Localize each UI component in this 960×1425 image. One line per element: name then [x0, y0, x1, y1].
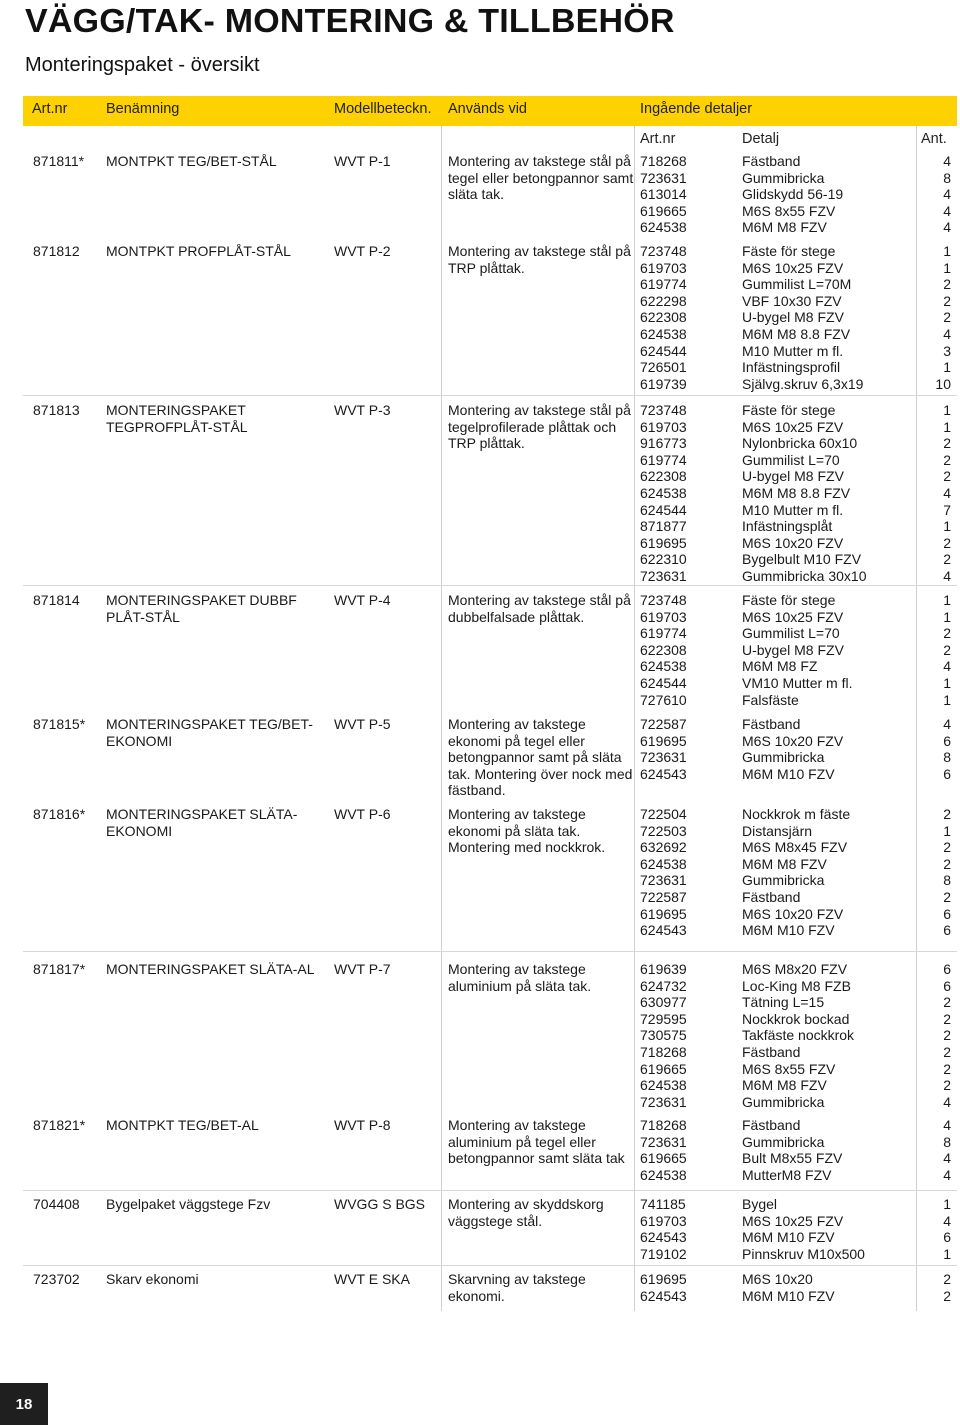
- row-art-nr: 704408: [33, 1196, 80, 1212]
- detail-quantity: 2: [943, 276, 951, 293]
- detail-name: Gummibricka: [742, 749, 825, 766]
- detail-name: Pinnskruv M10x500: [742, 1245, 865, 1262]
- detail-name-list: [742, 806, 918, 939]
- detail-quantity: 2: [943, 806, 951, 822]
- detail-quantity: 4: [943, 484, 951, 501]
- detail-art-nr: 624543: [640, 765, 687, 782]
- detail-name: M6M M10 FZV: [742, 1229, 835, 1246]
- detail-quantity-list: [900, 1117, 951, 1183]
- detail-name: Distansjärn: [742, 822, 813, 839]
- detail-art-nr: 726501: [640, 359, 687, 376]
- detail-art-nr: 622298: [640, 292, 687, 309]
- detail-quantity: 2: [943, 1060, 951, 1077]
- detail-name: U-bygel M8 FZV: [742, 641, 844, 658]
- detail-art-nr-list: [640, 592, 736, 708]
- page-title: VÄGG/TAK- MONTERING & TILLBEHÖR: [25, 2, 675, 39]
- row-art-nr: 871814: [33, 592, 80, 608]
- detail-art-nr: 619639: [640, 961, 687, 977]
- detail-art-nr-list: [640, 402, 736, 585]
- detail-art-nr: 624544: [640, 674, 687, 691]
- detail-quantity: 4: [943, 716, 951, 732]
- header-modell: Modellbeteckn.: [334, 101, 432, 117]
- detail-quantity: 1: [943, 418, 951, 435]
- detail-quantity: 7: [943, 501, 951, 518]
- detail-name: M6S 8x55 FZV: [742, 1060, 836, 1077]
- detail-quantity: 6: [943, 961, 951, 977]
- row-benamning: MONTERINGSPAKET TEGPROFPLÅT-STÅL: [106, 402, 248, 435]
- detail-art-nr: 624538: [640, 484, 687, 501]
- detail-name: Tätning L=15: [742, 994, 825, 1011]
- detail-quantity: 1: [943, 359, 951, 376]
- detail-quantity: 2: [943, 292, 951, 309]
- row-benamning: MONTPKT TEG/BET-STÅL: [106, 153, 277, 169]
- detail-art-nr: 624543: [640, 922, 687, 939]
- detail-name: M6S M8x20 FZV: [742, 961, 848, 977]
- detail-name: Fäste för stege: [742, 402, 836, 418]
- detail-art-nr: 630977: [640, 994, 687, 1011]
- detail-art-nr: 730575: [640, 1027, 687, 1044]
- detail-quantity: 6: [943, 905, 951, 922]
- detail-name: Bygelbult M10 FZV: [742, 551, 862, 568]
- row-art-nr: 871817*: [33, 961, 86, 977]
- detail-name: M6M M10 FZV: [742, 922, 835, 939]
- row-modell: WVT E SKA: [334, 1271, 410, 1287]
- detail-quantity: 8: [943, 749, 951, 766]
- detail-name: Fästband: [742, 1043, 801, 1060]
- detail-name: M6M M8 8.8 FZV: [742, 325, 851, 342]
- row-art-nr: 871813: [33, 402, 80, 418]
- detail-art-nr: 622308: [640, 468, 687, 485]
- detail-quantity-list: [900, 402, 951, 585]
- detail-quantity: 4: [943, 1212, 951, 1229]
- subheader-ant: Ant.: [921, 131, 947, 147]
- detail-name: Gummibricka: [742, 169, 825, 186]
- detail-art-nr: 718268: [640, 1117, 687, 1133]
- row-modell: WVT P-2: [334, 243, 391, 259]
- detail-quantity-list: [900, 806, 951, 939]
- row-divider: [23, 951, 957, 952]
- subheader-art-nr: Art.nr: [640, 131, 676, 147]
- detail-quantity: 2: [943, 994, 951, 1011]
- detail-name: Gummibricka: [742, 1093, 825, 1110]
- row-anvands-vid: Montering av takstege stål på TRP plåttak.: [448, 243, 631, 276]
- detail-art-nr: 871877: [640, 518, 687, 535]
- detail-quantity: 2: [943, 551, 951, 568]
- detail-art-nr: 723748: [640, 243, 687, 259]
- detail-quantity: 2: [943, 855, 951, 872]
- detail-quantity: 8: [943, 1133, 951, 1150]
- detail-art-nr: 723631: [640, 169, 687, 186]
- detail-art-nr: 723631: [640, 567, 687, 584]
- row-anvands-vid: Montering av takstege ekonomi på tegel eller betongpannor samt på släta tak. Montering över nock med fästband.: [448, 716, 633, 799]
- detail-quantity: 1: [943, 674, 951, 691]
- detail-name: M6M M8 FZV: [742, 219, 827, 236]
- detail-art-nr: 722587: [640, 888, 687, 905]
- detail-art-nr-list: [640, 961, 736, 1110]
- detail-name: Falsfäste: [742, 691, 799, 708]
- page-subtitle: Monteringspaket - översikt: [25, 54, 260, 76]
- detail-quantity: 2: [943, 839, 951, 856]
- detail-quantity: 6: [943, 1229, 951, 1246]
- detail-name: Fästband: [742, 153, 801, 169]
- row-art-nr: 871812: [33, 243, 80, 259]
- detail-art-nr-list: [640, 243, 736, 392]
- row-modell: WVT P-3: [334, 402, 391, 418]
- detail-name: Gummibricka: [742, 872, 825, 889]
- detail-art-nr-list: [640, 1196, 736, 1262]
- detail-quantity: 2: [943, 1027, 951, 1044]
- row-benamning: MONTERINGSPAKET TEG/BET-EKONOMI: [106, 716, 313, 749]
- detail-quantity: 4: [943, 1166, 951, 1183]
- detail-quantity-list: [900, 153, 951, 236]
- detail-name: Självg.skruv 6,3x19: [742, 375, 864, 392]
- detail-name-list: [742, 243, 918, 392]
- row-modell: WVT P-4: [334, 592, 391, 608]
- detail-quantity: 4: [943, 153, 951, 169]
- detail-art-nr: 624544: [640, 501, 687, 518]
- header-benamning: Benämning: [106, 101, 180, 117]
- detail-quantity: 4: [943, 1093, 951, 1110]
- detail-art-nr: 718268: [640, 1043, 687, 1060]
- row-benamning: MONTPKT TEG/BET-AL: [106, 1117, 259, 1133]
- detail-art-nr: 619703: [640, 259, 687, 276]
- detail-art-nr: 632692: [640, 839, 687, 856]
- detail-name: Nylonbricka 60x10: [742, 435, 858, 452]
- detail-quantity: 2: [943, 435, 951, 452]
- detail-art-nr: 619703: [640, 608, 687, 625]
- detail-quantity: 4: [943, 325, 951, 342]
- detail-art-nr: 619703: [640, 418, 687, 435]
- detail-quantity: 1: [943, 592, 951, 608]
- detail-quantity: 2: [943, 451, 951, 468]
- detail-quantity: 6: [943, 922, 951, 939]
- detail-name: Glidskydd 56-19: [742, 186, 844, 203]
- detail-art-nr: 624543: [640, 1287, 687, 1304]
- row-divider: [23, 585, 957, 586]
- detail-name: M6M M8 8.8 FZV: [742, 484, 851, 501]
- row-anvands-vid: Montering av skyddskorg väggstege stål.: [448, 1196, 604, 1229]
- header-anvands: Används vid: [448, 101, 527, 117]
- detail-quantity: 1: [943, 691, 951, 708]
- detail-art-nr: 622308: [640, 309, 687, 326]
- detail-art-nr: 723631: [640, 1093, 687, 1110]
- detail-art-nr: 741185: [640, 1196, 686, 1212]
- detail-quantity: 6: [943, 977, 951, 994]
- detail-quantity: 6: [943, 732, 951, 749]
- detail-name: M6S 10x25 FZV: [742, 1212, 844, 1229]
- detail-quantity: 8: [943, 169, 951, 186]
- row-divider: [23, 395, 957, 396]
- detail-name-list: [742, 153, 918, 236]
- detail-art-nr: 613014: [640, 186, 687, 203]
- row-benamning: Bygelpaket väggstege Fzv: [106, 1196, 271, 1212]
- detail-name: Infästningsplåt: [742, 518, 833, 535]
- row-anvands-vid: Montering av takstege stål på tegel eller betongpannor samt släta tak.: [448, 153, 634, 203]
- detail-name: Fäste för stege: [742, 592, 836, 608]
- detail-art-nr: 619774: [640, 276, 687, 293]
- detail-art-nr: 624732: [640, 977, 687, 994]
- detail-name-list: [742, 961, 918, 1110]
- detail-quantity: 2: [943, 1043, 951, 1060]
- detail-art-nr: 723748: [640, 592, 687, 608]
- detail-name: Fästband: [742, 888, 801, 905]
- detail-name: Gummilist L=70: [742, 625, 840, 642]
- detail-quantity: 4: [943, 186, 951, 203]
- detail-art-nr: 624538: [640, 1166, 687, 1183]
- row-modell: WVT P-8: [334, 1117, 391, 1133]
- detail-quantity: 10: [935, 375, 951, 392]
- row-benamning: Skarv ekonomi: [106, 1271, 199, 1287]
- detail-art-nr: 619739: [640, 375, 687, 392]
- detail-quantity: 1: [943, 1245, 951, 1262]
- detail-art-nr: 723631: [640, 749, 687, 766]
- detail-art-nr: 619665: [640, 1150, 687, 1167]
- detail-name-list: [742, 1117, 918, 1183]
- detail-name: VBF 10x30 FZV: [742, 292, 842, 309]
- detail-art-nr-list: [640, 806, 736, 939]
- detail-quantity-list: [900, 961, 951, 1110]
- detail-art-nr-list: [640, 716, 736, 782]
- detail-art-nr: 619665: [640, 202, 687, 219]
- detail-art-nr: 723631: [640, 1133, 687, 1150]
- detail-name-list: [742, 402, 918, 585]
- detail-quantity: 2: [943, 1287, 951, 1304]
- detail-quantity: 3: [943, 342, 951, 359]
- detail-name: Bult M8x55 FZV: [742, 1150, 843, 1167]
- detail-name: Fästband: [742, 1117, 801, 1133]
- detail-name: M10 Mutter m fl.: [742, 342, 844, 359]
- detail-name: Takfäste nockkrok: [742, 1027, 855, 1044]
- detail-name-list: [742, 716, 918, 782]
- detail-art-nr: 624538: [640, 855, 687, 872]
- row-anvands-vid: Montering av takstege aluminium på tegel eller betongpannor samt släta tak: [448, 1117, 625, 1167]
- detail-quantity: 4: [943, 567, 951, 584]
- detail-art-nr: 619695: [640, 534, 687, 551]
- row-art-nr: 871816*: [33, 806, 86, 822]
- detail-name: Infästningsprofil: [742, 359, 841, 376]
- detail-name: VM10 Mutter m fl.: [742, 674, 853, 691]
- detail-name: M6M M8 FZ: [742, 658, 818, 675]
- detail-art-nr: 624538: [640, 325, 687, 342]
- detail-art-nr: 723631: [640, 872, 687, 889]
- detail-art-nr-list: [640, 1271, 736, 1304]
- detail-art-nr: 624538: [640, 219, 687, 236]
- detail-quantity: 2: [943, 625, 951, 642]
- detail-art-nr: 624538: [640, 658, 687, 675]
- detail-art-nr: 619703: [640, 1212, 687, 1229]
- detail-quantity: 4: [943, 1117, 951, 1133]
- detail-name: M6S 10x20: [742, 1271, 813, 1287]
- row-benamning: MONTERINGSPAKET DUBBF PLÅT-STÅL: [106, 592, 297, 625]
- row-modell: WVGG S BGS: [334, 1196, 426, 1212]
- detail-name: Bygel: [742, 1196, 778, 1212]
- detail-name: M6S 10x25 FZV: [742, 418, 844, 435]
- detail-name: Loc-King M8 FZB: [742, 977, 851, 994]
- detail-name: M6S M8x45 FZV: [742, 839, 848, 856]
- detail-art-nr: 624543: [640, 1229, 687, 1246]
- detail-art-nr: 619695: [640, 905, 687, 922]
- detail-name: M6M M10 FZV: [742, 765, 835, 782]
- detail-art-nr: 619774: [640, 451, 687, 468]
- row-art-nr: 871821*: [33, 1117, 86, 1133]
- row-benamning: MONTPKT PROFPLÅT-STÅL: [106, 243, 291, 259]
- detail-quantity: 1: [943, 1196, 951, 1212]
- row-modell: WVT P-5: [334, 716, 391, 732]
- detail-name: M6S 10x20 FZV: [742, 905, 844, 922]
- detail-quantity: 2: [943, 1010, 951, 1027]
- detail-name: Fäste för stege: [742, 243, 836, 259]
- detail-quantity-list: [900, 1196, 951, 1262]
- detail-art-nr: 718268: [640, 153, 687, 169]
- detail-quantity: 2: [943, 641, 951, 658]
- detail-name: Gummibricka 30x10: [742, 567, 867, 584]
- detail-quantity-list: [900, 1271, 951, 1304]
- detail-art-nr: 619774: [640, 625, 687, 642]
- detail-name: M6M M8 FZV: [742, 855, 827, 872]
- row-benamning: MONTERINGSPAKET SLÄTA-EKONOMI: [106, 806, 298, 839]
- detail-art-nr: 722503: [640, 822, 687, 839]
- detail-art-nr: 722587: [640, 716, 687, 732]
- detail-quantity: 1: [943, 259, 951, 276]
- row-art-nr: 723702: [33, 1271, 80, 1287]
- detail-quantity: 2: [943, 468, 951, 485]
- row-art-nr: 871815*: [33, 716, 86, 732]
- row-anvands-vid: Skarvning av takstege ekonomi.: [448, 1271, 586, 1304]
- detail-name: M10 Mutter m fl.: [742, 501, 844, 518]
- detail-name: M6S 8x55 FZV: [742, 202, 836, 219]
- detail-art-nr: 619695: [640, 732, 687, 749]
- header-art-nr: Art.nr: [32, 101, 68, 117]
- row-divider: [23, 1265, 957, 1266]
- detail-name: M6S 10x20 FZV: [742, 534, 844, 551]
- detail-name: M6S 10x25 FZV: [742, 608, 844, 625]
- detail-quantity: 4: [943, 658, 951, 675]
- detail-name: Gummilist L=70: [742, 451, 840, 468]
- detail-quantity: 1: [943, 402, 951, 418]
- detail-art-nr: 719102: [640, 1245, 687, 1262]
- detail-name: M6S 10x20 FZV: [742, 732, 844, 749]
- detail-art-nr: 723748: [640, 402, 687, 418]
- detail-name: M6M M10 FZV: [742, 1287, 835, 1304]
- detail-quantity: 1: [943, 608, 951, 625]
- detail-name: Gummibricka: [742, 1133, 825, 1150]
- row-divider: [23, 1190, 957, 1191]
- detail-name: Nockkrok bockad: [742, 1010, 850, 1027]
- detail-quantity: 2: [943, 309, 951, 326]
- detail-quantity: 6: [943, 765, 951, 782]
- detail-name: M6S 10x25 FZV: [742, 259, 844, 276]
- page-number: 18: [0, 1383, 48, 1425]
- detail-quantity-list: [900, 243, 951, 392]
- detail-quantity-list: [900, 716, 951, 782]
- row-anvands-vid: Montering av takstege aluminium på släta tak.: [448, 961, 592, 994]
- row-modell: WVT P-1: [334, 153, 391, 169]
- detail-quantity: 1: [943, 243, 951, 259]
- detail-art-nr-list: [640, 1117, 736, 1183]
- detail-art-nr-list: [640, 153, 736, 236]
- detail-art-nr: 624544: [640, 342, 687, 359]
- detail-name: Gummilist L=70M: [742, 276, 852, 293]
- detail-name: Fästband: [742, 716, 801, 732]
- row-modell: WVT P-7: [334, 961, 391, 977]
- detail-art-nr: 722504: [640, 806, 687, 822]
- detail-art-nr: 729595: [640, 1010, 687, 1027]
- subheader-detalj: Detalj: [742, 131, 780, 147]
- detail-name: M6M M8 FZV: [742, 1077, 827, 1094]
- detail-quantity-list: [900, 592, 951, 708]
- detail-name-list: [742, 1271, 918, 1304]
- detail-name: U-bygel M8 FZV: [742, 309, 844, 326]
- detail-name: MutterM8 FZV: [742, 1166, 832, 1183]
- detail-name: U-bygel M8 FZV: [742, 468, 844, 485]
- row-modell: WVT P-6: [334, 806, 391, 822]
- detail-art-nr: 916773: [640, 435, 687, 452]
- row-benamning: MONTERINGSPAKET SLÄTA-AL: [106, 961, 315, 977]
- detail-art-nr: 727610: [640, 691, 687, 708]
- row-anvands-vid: Montering av takstege stål på dubbelfalsade plåttak.: [448, 592, 631, 625]
- detail-quantity: 1: [943, 822, 951, 839]
- detail-art-nr: 624538: [640, 1077, 687, 1094]
- detail-name: Nockkrok m fäste: [742, 806, 851, 822]
- detail-art-nr: 622310: [640, 551, 687, 568]
- detail-quantity: 2: [943, 1077, 951, 1094]
- row-anvands-vid: Montering av takstege stål på tegelprofilerade plåttak och TRP plåttak.: [448, 402, 631, 452]
- detail-quantity: 2: [943, 1271, 951, 1287]
- detail-quantity: 1: [943, 518, 951, 535]
- header-ingaende: Ingående detaljer: [640, 101, 753, 117]
- detail-name-list: [742, 592, 918, 708]
- detail-quantity: 4: [943, 202, 951, 219]
- row-anvands-vid: Montering av takstege ekonomi på släta tak. Montering med nockkrok.: [448, 806, 606, 856]
- row-art-nr: 871811*: [33, 153, 85, 169]
- detail-art-nr: 619665: [640, 1060, 687, 1077]
- detail-quantity: 8: [943, 872, 951, 889]
- detail-quantity: 4: [943, 1150, 951, 1167]
- detail-art-nr: 622308: [640, 641, 687, 658]
- detail-name-list: [742, 1196, 918, 1262]
- detail-quantity: 2: [943, 888, 951, 905]
- detail-quantity: 2: [943, 534, 951, 551]
- detail-art-nr: 619695: [640, 1271, 687, 1287]
- detail-quantity: 4: [943, 219, 951, 236]
